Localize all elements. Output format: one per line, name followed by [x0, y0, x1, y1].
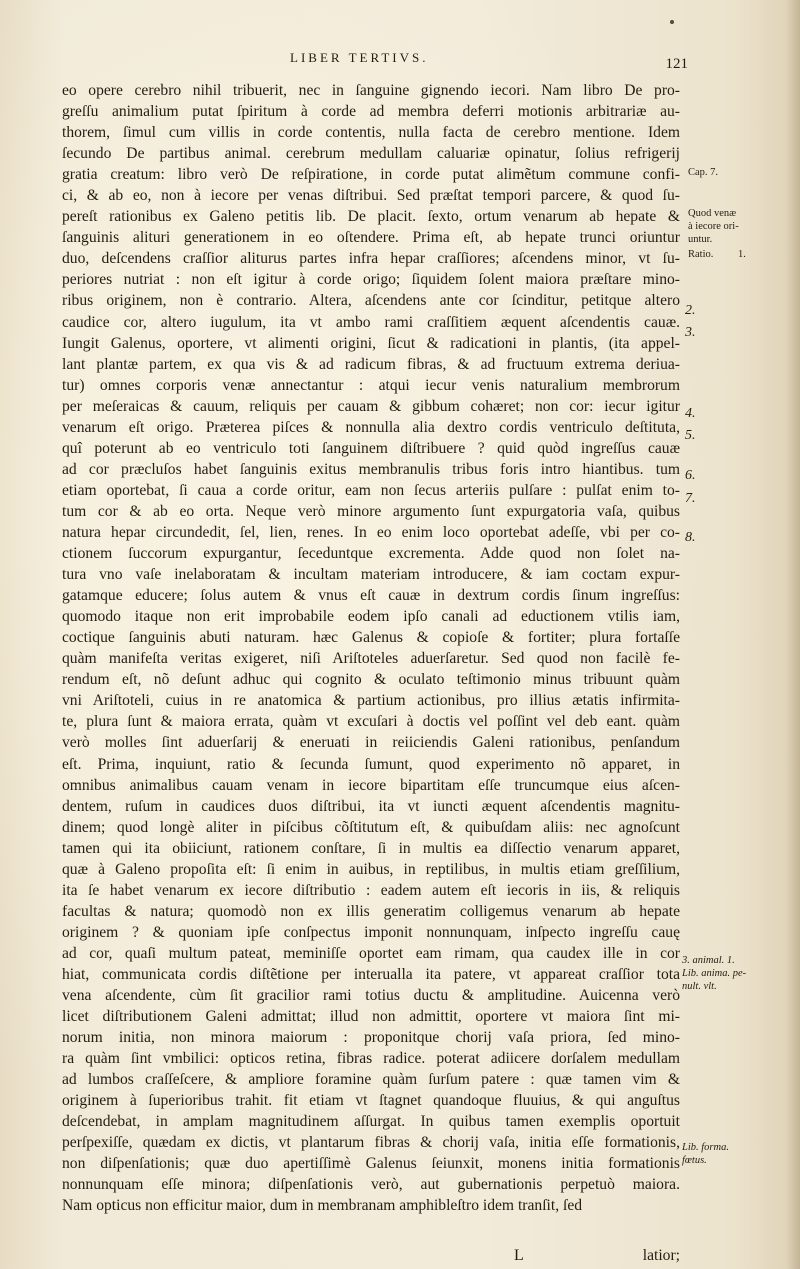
- margin-note-ref1-line3: nult. vlt.: [682, 981, 717, 992]
- text-line: gratia creatum: libro verò De reſpiratione, in corde putat alimẽtum commune confi-: [62, 166, 680, 184]
- text-line: ra quàm ſint vmbilici: opticos retina, fibras radice. poterat adiicere dorſalem medullam: [62, 1050, 680, 1068]
- text-line: ſanguinis alituri generationem in eo oſtendere. Prima eſt, ab hepate trunci oriuntur: [62, 229, 680, 247]
- text-line: ita ſe habet venarum ex iecore diſtributio : eadem autem eſt iecoris in iis, & reliquis: [62, 881, 680, 899]
- text-line: facultas & natura; quomodò non ex illis generatim colligemus venarum ab hepate: [62, 902, 680, 920]
- ink-speck: [670, 20, 674, 24]
- signature-mark: L: [514, 1247, 524, 1264]
- catchword: latior;: [642, 1247, 680, 1264]
- text-line: eo opere cerebro nihil tribuerit, nec in ſanguine gignendo iecori. Nam libro De pro-: [62, 82, 680, 99]
- margin-number-3: 3.: [685, 325, 696, 340]
- text-line: ad cor, quaſi multum pateat, meminiſſe oportet eam rimam, qua caudex ille in cor: [62, 944, 680, 962]
- margin-note-ref1-line2: Lib. anima. pe-: [682, 968, 747, 979]
- text-line: vena aſcendente, cùm ſit gracilior rami totius ductu & amplitudine. Auicenna verò: [62, 987, 680, 1005]
- text-line: ci, & ab eo, non à iecore per venas diſtribui. Sed præſtat tempori parcere, & quod ſu-: [62, 187, 680, 205]
- text-line: Nam opticus non efficitur maior, dum in membranam amphibleſtro idem tranſit, ſed: [62, 1197, 583, 1215]
- text-line: dinem; quod longè aliter in piſcibus cõſtitutum eſt, & quibuſdam aliis: nec agnoſcunt: [62, 818, 680, 836]
- text-line: duo, deſcendens craſſior aliturus partes infra hepar craſſiores; aſcendens minor, vt ſu-: [62, 250, 680, 268]
- margin-note-ref2-line1: Lib. forma.: [682, 1142, 729, 1153]
- text-line: natura hepar circundedit, ſel, lien, renes. In eo enim loco oportebat adeſſe, vbi per co-: [62, 523, 680, 541]
- text-line: ctionem ſuccorum expurgantur, ſeceduntque excrementa. Adde quod non ſolet na-: [62, 545, 680, 563]
- text-line: Iungit Galenus, oportere, vt alimenti origini, ſicut & radicationi in plantis, (ita appel-: [62, 334, 680, 352]
- margin-note-topic-line3: untur.: [688, 234, 713, 245]
- text-line: thorem, ſimul cum villis in corde contentis, nulla facta de cerebro mentione. Idem: [62, 124, 680, 142]
- margin-number-4: 4.: [685, 406, 696, 421]
- margin-number-7: 7.: [685, 491, 696, 506]
- margin-number-6: 6.: [685, 468, 696, 483]
- text-line: tamen qui ita obiiciunt, rationem conſtare, ſi in multis ea diſſectio venarum apparet,: [62, 839, 680, 857]
- margin-note-ref2-line2: fœtus.: [682, 1155, 707, 1166]
- text-line: tura vno vaſe inelaboratam & incultam materiam introducere, & iam coctam expur-: [62, 566, 680, 584]
- margin-note-topic-line2: à iecore ori-: [688, 221, 739, 232]
- text-line: omnibus animalibus cauam venam in iecore bipartitam eſſe truncumque eius aſcen-: [62, 776, 680, 794]
- text-line: originem à ſuperioribus trahit. fit etiam vt ſtagnet quandoque fluuius, & qui anguſtus: [62, 1092, 680, 1110]
- text-line: licet diſtributionem Galeni admittat; illud non admittit, oportere vt maiora ſint mi-: [62, 1008, 680, 1026]
- text-line: quæ à Galeno propoſita eſt: ſi enim in auibus, in reptilibus, in multis etiam greſſilium,: [62, 860, 680, 878]
- running-head: LIBER TERTIVS.: [290, 50, 429, 65]
- margin-number-5: 5.: [685, 428, 696, 443]
- text-line: pereſt rationibus ex Galeno petitis lib. De placit. ſexto, ortum venarum ab hepate &: [62, 208, 680, 226]
- text-line: per meſeraicas & cauum, reliquis per cauam & gibbum cohæret; non cor: iecur igitur: [62, 397, 680, 415]
- text-line: gatamque educere; ſolus autem & vnus eſt cauæ in dextrum cordis ſinum ingreſſus:: [62, 587, 680, 605]
- text-line: tum cor & ab eo orta. Neque verò minore argumento ſunt expurgatoria vaſa, quibus: [62, 502, 680, 520]
- margin-note-ratio-number: 1.: [738, 249, 746, 260]
- text-line: periores nutriat : non eſt igitur à corde origo; ſiquidem ſolent maiora præſtare mino-: [62, 271, 680, 289]
- text-line: nonnunquam eſſe minora; diſpenſationis verò, aut gubernationis perpetuò maiora.: [62, 1176, 680, 1194]
- text-line: perſpexiſſe, quædam ex dictis, vt plantarum fibras & chorij vaſa, initia eſſe formationis,: [62, 1134, 680, 1152]
- text-line: hiat, communicata cordis diſtẽtione per interualla ita patere, vt appareat craſſior tota: [62, 965, 680, 983]
- text-line: ribus originem, non è contrario. Altera, aſcendens ante cor ſcinditur, petitque altero: [62, 292, 680, 310]
- page-header: [60, 48, 690, 74]
- text-line: etiam oportebat, ſi caua a corde oritur, eam non ſecus arteriis pulſare : pulſat enim to-: [62, 481, 680, 499]
- text-line: originem ? & quoniam ipſe conſpectus imponit nonnunquam, inſpecto ingreſſu cauę: [62, 923, 680, 941]
- margin-note-ref1-line1: 3. animal. 1.: [682, 955, 735, 966]
- text-line: venarum eſt origo. Præterea piſces & nonnulla alia dextro cordis ventriculo deſtituta,: [62, 418, 680, 436]
- text-line: ad cor præcluſos habet ſanguinis exitus membranulis tribus foris intro hiantibus. tum: [62, 460, 680, 478]
- margin-note-ratio: Ratio.: [688, 249, 714, 260]
- text-line: coctique ſanguinis abuti naturam. hæc Galenus & copioſe & fortiter; plura fortaſſe: [62, 629, 680, 647]
- text-line: verò molles ſint aduerſarij & eneruati in reiiciendis Galeni rationibus, penſandum: [62, 734, 680, 752]
- text-line: ad lumbos craſſeſcere, & ampliore foramine quàm ſurſum patere : quæ tamen vim &: [62, 1071, 680, 1089]
- text-line: deſcendebat, in amplam magnitudinem aſſurgat. In quibus tamen exemplis oportuit: [62, 1113, 680, 1131]
- text-line: non diſpenſationis; quæ duo apertiſſimè Galenus ſeiunxit, monens initia formationis: [62, 1155, 680, 1173]
- text-line: greſſu animalium putat ſpiritum à corde ad membra deferri motionis arbitrariæ au-: [62, 103, 680, 121]
- main-text-block: [62, 80, 680, 1217]
- margin-note-topic-line1: Quod venæ: [688, 208, 737, 219]
- text-line: vni Ariſtoteli, cuius in re anatomica & partium actionibus, pro illius ætatis infirmita-: [62, 692, 680, 710]
- margin-note-chapter: Cap. 7.: [688, 167, 719, 178]
- text-line: eſt. Prima, inquiunt, ratio & ſecunda ſumunt, quod experimento nõ apparet, in: [62, 755, 680, 773]
- text-line: caudice cor, altero iugulum, ita vt ambo rami craſſitiem æquent aſcendentis cauæ.: [62, 313, 680, 331]
- text-line: quàm manifeſta veritas exigeret, niſi Ariſtoteles aduerſaretur. Sed quod non facilè fe-: [62, 650, 680, 668]
- text-line: rendum eſt, nõ deſunt adhuc qui cognito & oculato teſtimonio minus tribuunt quàm: [62, 671, 680, 689]
- page-footer: [62, 1245, 680, 1269]
- text-line: te, plura ſunt & maiora errata, quàm vt excuſari à doctis vel poſſint vel deb eant. quàm: [62, 713, 680, 731]
- folio-number: 121: [665, 56, 688, 72]
- text-line: quomodo itaque non erit improbabile eodem ipſo canali ad eductionem vtilis iam,: [62, 608, 680, 626]
- text-line: norum initia, non minora maiorum : proponitque chorij vaſa priora, ſed mino-: [62, 1029, 680, 1047]
- margin-number-2: 2.: [685, 303, 696, 318]
- text-line: tur) omnes corporis venæ annectantur : atqui iecur venis naturalium membrorum: [62, 376, 680, 394]
- text-line: lant plantæ partem, ex qua vis & ad radicum fibras, & ad fructuum extrema deriua-: [62, 355, 680, 373]
- text-line: ſecundo De partibus animal. cerebrum medullam caluariæ opinatur, ſolius refrigerij: [62, 145, 680, 163]
- text-line: dentem, ruſum in caudices duos diſtribui, ita vt iuncti æquent aſcendentis magnitu-: [62, 797, 680, 815]
- margin-number-8: 8.: [685, 530, 696, 545]
- text-line: quî poterunt ab eo ventriculo toti ſanguinem diſtribuere ? quid quòd ingreſſus cauæ: [62, 439, 680, 457]
